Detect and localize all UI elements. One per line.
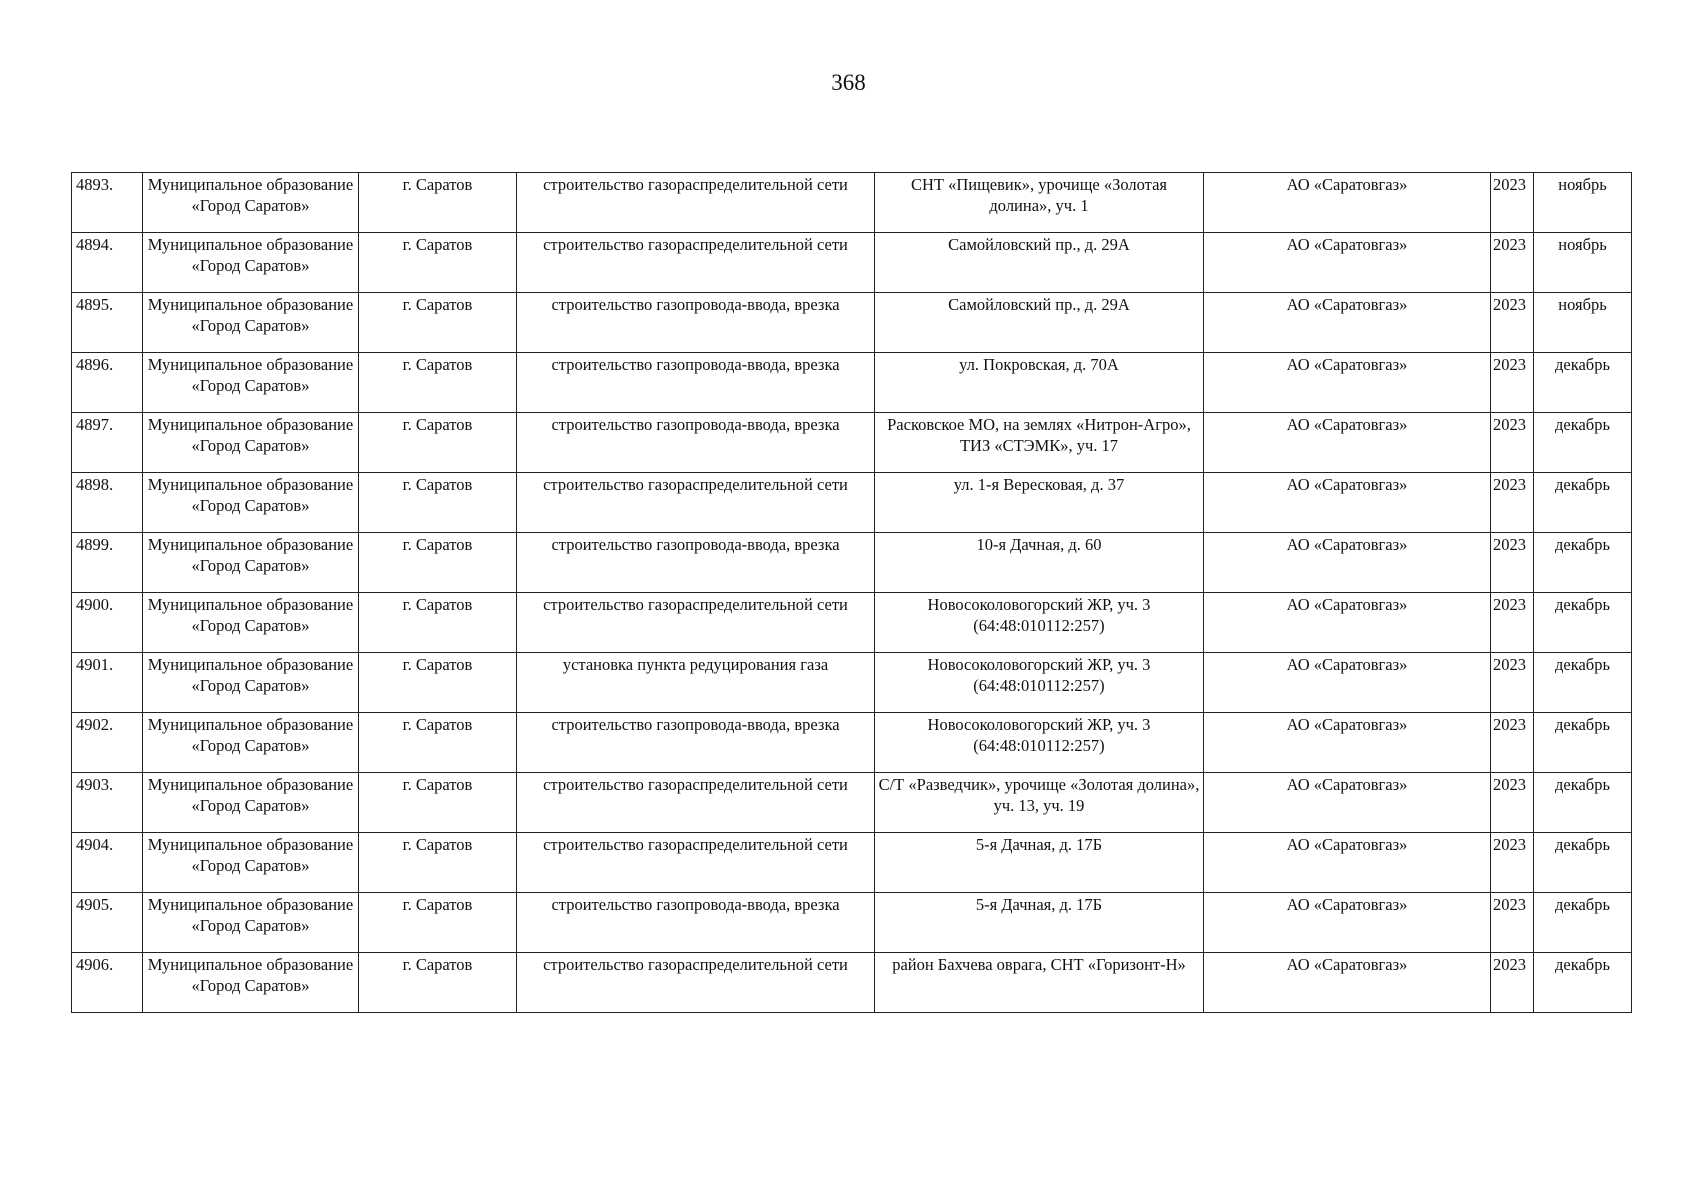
table-row — [72, 893, 1632, 953]
address-cell: Новосоколовогорский ЖР, уч. 3 (64:48:010112:257) — [875, 653, 1204, 713]
year-cell: 2023 — [1491, 233, 1534, 293]
address-cell: СНТ «Пищевик», урочище «Золотая долина», уч. 1 — [875, 173, 1204, 233]
work-type-cell: строительство газораспределительной сети — [517, 173, 875, 233]
municipality-cell: Муниципальное образование «Город Саратов» — [143, 413, 359, 473]
row-number: 4895. — [72, 293, 143, 353]
year-cell: 2023 — [1491, 353, 1534, 413]
month-cell: декабрь — [1534, 533, 1632, 593]
settlement-cell: г. Саратов — [359, 473, 517, 533]
municipality-cell: Муниципальное образование «Город Саратов» — [143, 953, 359, 1013]
settlement-cell: г. Саратов — [359, 413, 517, 473]
organization-cell: АО «Саратовгаз» — [1204, 653, 1491, 713]
address-cell: Самойловский пр., д. 29А — [875, 293, 1204, 353]
table-row — [72, 653, 1632, 713]
work-type-cell: строительство газопровода-ввода, врезка — [517, 893, 875, 953]
table-row — [72, 773, 1632, 833]
row-number: 4900. — [72, 593, 143, 653]
month-cell: декабрь — [1534, 713, 1632, 773]
month-cell: ноябрь — [1534, 233, 1632, 293]
month-cell: декабрь — [1534, 773, 1632, 833]
municipality-cell: Муниципальное образование «Город Саратов» — [143, 233, 359, 293]
settlement-cell: г. Саратов — [359, 653, 517, 713]
page-number: 368 — [831, 70, 866, 95]
row-number: 4906. — [72, 953, 143, 1013]
organization-cell: АО «Саратовгаз» — [1204, 893, 1491, 953]
organization-cell: АО «Саратовгаз» — [1204, 593, 1491, 653]
settlement-cell: г. Саратов — [359, 353, 517, 413]
organization-cell: АО «Саратовгаз» — [1204, 833, 1491, 893]
work-type-cell: строительство газораспределительной сети — [517, 773, 875, 833]
settlement-cell: г. Саратов — [359, 293, 517, 353]
municipality-cell: Муниципальное образование «Город Саратов» — [143, 893, 359, 953]
month-cell: декабрь — [1534, 953, 1632, 1013]
table-body — [72, 173, 1632, 1013]
row-number: 4902. — [72, 713, 143, 773]
municipality-cell: Муниципальное образование «Город Саратов» — [143, 593, 359, 653]
year-cell: 2023 — [1491, 413, 1534, 473]
month-cell: декабрь — [1534, 593, 1632, 653]
settlement-cell: г. Саратов — [359, 173, 517, 233]
work-type-cell: строительство газопровода-ввода, врезка — [517, 413, 875, 473]
month-cell: ноябрь — [1534, 173, 1632, 233]
table-row — [72, 833, 1632, 893]
settlement-cell: г. Саратов — [359, 893, 517, 953]
municipality-cell: Муниципальное образование «Город Саратов» — [143, 653, 359, 713]
settlement-cell: г. Саратов — [359, 773, 517, 833]
settlement-cell: г. Саратов — [359, 953, 517, 1013]
municipality-cell: Муниципальное образование «Город Саратов» — [143, 533, 359, 593]
row-number: 4904. — [72, 833, 143, 893]
address-cell: Новосоколовогорский ЖР, уч. 3 (64:48:010112:257) — [875, 713, 1204, 773]
settlement-cell: г. Саратов — [359, 233, 517, 293]
month-cell: ноябрь — [1534, 293, 1632, 353]
address-cell: ул. 1-я Вересковая, д. 37 — [875, 473, 1204, 533]
organization-cell: АО «Саратовгаз» — [1204, 173, 1491, 233]
settlement-cell: г. Саратов — [359, 713, 517, 773]
year-cell: 2023 — [1491, 173, 1534, 233]
row-number: 4903. — [72, 773, 143, 833]
municipality-cell: Муниципальное образование «Город Саратов» — [143, 773, 359, 833]
table-row — [72, 173, 1632, 233]
work-type-cell: строительство газораспределительной сети — [517, 233, 875, 293]
address-cell: 5-я Дачная, д. 17Б — [875, 833, 1204, 893]
table-row — [72, 533, 1632, 593]
year-cell: 2023 — [1491, 473, 1534, 533]
month-cell: декабрь — [1534, 473, 1632, 533]
organization-cell: АО «Саратовгаз» — [1204, 773, 1491, 833]
month-cell: декабрь — [1534, 413, 1632, 473]
address-cell: Самойловский пр., д. 29А — [875, 233, 1204, 293]
organization-cell: АО «Саратовгаз» — [1204, 233, 1491, 293]
row-number: 4899. — [72, 533, 143, 593]
work-type-cell: строительство газораспределительной сети — [517, 833, 875, 893]
month-cell: декабрь — [1534, 653, 1632, 713]
row-number: 4896. — [72, 353, 143, 413]
month-cell: декабрь — [1534, 893, 1632, 953]
address-cell: ул. Покровская, д. 70А — [875, 353, 1204, 413]
address-cell: Новосоколовогорский ЖР, уч. 3 (64:48:010112:257) — [875, 593, 1204, 653]
year-cell: 2023 — [1491, 533, 1534, 593]
municipality-cell: Муниципальное образование «Город Саратов» — [143, 173, 359, 233]
table-row — [72, 413, 1632, 473]
organization-cell: АО «Саратовгаз» — [1204, 953, 1491, 1013]
year-cell: 2023 — [1491, 893, 1534, 953]
work-type-cell: строительство газораспределительной сети — [517, 593, 875, 653]
year-cell: 2023 — [1491, 653, 1534, 713]
table-row — [72, 953, 1632, 1013]
row-number: 4897. — [72, 413, 143, 473]
address-cell: С/Т «Разведчик», урочище «Золотая долина», уч. 13, уч. 19 — [875, 773, 1204, 833]
organization-cell: АО «Саратовгаз» — [1204, 533, 1491, 593]
organization-cell: АО «Саратовгаз» — [1204, 293, 1491, 353]
organization-cell: АО «Саратовгаз» — [1204, 353, 1491, 413]
month-cell: декабрь — [1534, 353, 1632, 413]
organization-cell: АО «Саратовгаз» — [1204, 473, 1491, 533]
organization-cell: АО «Саратовгаз» — [1204, 713, 1491, 773]
work-type-cell: строительство газопровода-ввода, врезка — [517, 533, 875, 593]
work-type-cell: строительство газораспределительной сети — [517, 473, 875, 533]
table-row — [72, 233, 1632, 293]
municipality-cell: Муниципальное образование «Город Саратов» — [143, 293, 359, 353]
address-cell: район Бахчева оврага, СНТ «Горизонт-Н» — [875, 953, 1204, 1013]
year-cell: 2023 — [1491, 833, 1534, 893]
month-cell: декабрь — [1534, 833, 1632, 893]
organization-cell: АО «Саратовгаз» — [1204, 413, 1491, 473]
table-row — [72, 353, 1632, 413]
row-number: 4894. — [72, 233, 143, 293]
municipality-cell: Муниципальное образование «Город Саратов» — [143, 713, 359, 773]
year-cell: 2023 — [1491, 713, 1534, 773]
row-number: 4901. — [72, 653, 143, 713]
settlement-cell: г. Саратов — [359, 833, 517, 893]
work-type-cell: установка пункта редуцирования газа — [517, 653, 875, 713]
municipality-cell: Муниципальное образование «Город Саратов» — [143, 353, 359, 413]
settlement-cell: г. Саратов — [359, 593, 517, 653]
row-number: 4905. — [72, 893, 143, 953]
table-row — [72, 293, 1632, 353]
municipality-cell: Муниципальное образование «Город Саратов» — [143, 473, 359, 533]
gasification-table — [71, 172, 1632, 1013]
address-cell: Расковское МО, на землях «Нитрон-Агро», ТИЗ «СТЭМК», уч. 17 — [875, 413, 1204, 473]
row-number: 4893. — [72, 173, 143, 233]
settlement-cell: г. Саратов — [359, 533, 517, 593]
work-type-cell: строительство газопровода-ввода, врезка — [517, 713, 875, 773]
work-type-cell: строительство газопровода-ввода, врезка — [517, 353, 875, 413]
table-row — [72, 593, 1632, 653]
year-cell: 2023 — [1491, 293, 1534, 353]
address-cell: 5-я Дачная, д. 17Б — [875, 893, 1204, 953]
year-cell: 2023 — [1491, 953, 1534, 1013]
year-cell: 2023 — [1491, 593, 1534, 653]
municipality-cell: Муниципальное образование «Город Саратов» — [143, 833, 359, 893]
work-type-cell: строительство газораспределительной сети — [517, 953, 875, 1013]
year-cell: 2023 — [1491, 773, 1534, 833]
row-number: 4898. — [72, 473, 143, 533]
work-type-cell: строительство газопровода-ввода, врезка — [517, 293, 875, 353]
table-row — [72, 713, 1632, 773]
address-cell: 10-я Дачная, д. 60 — [875, 533, 1204, 593]
table-row — [72, 473, 1632, 533]
